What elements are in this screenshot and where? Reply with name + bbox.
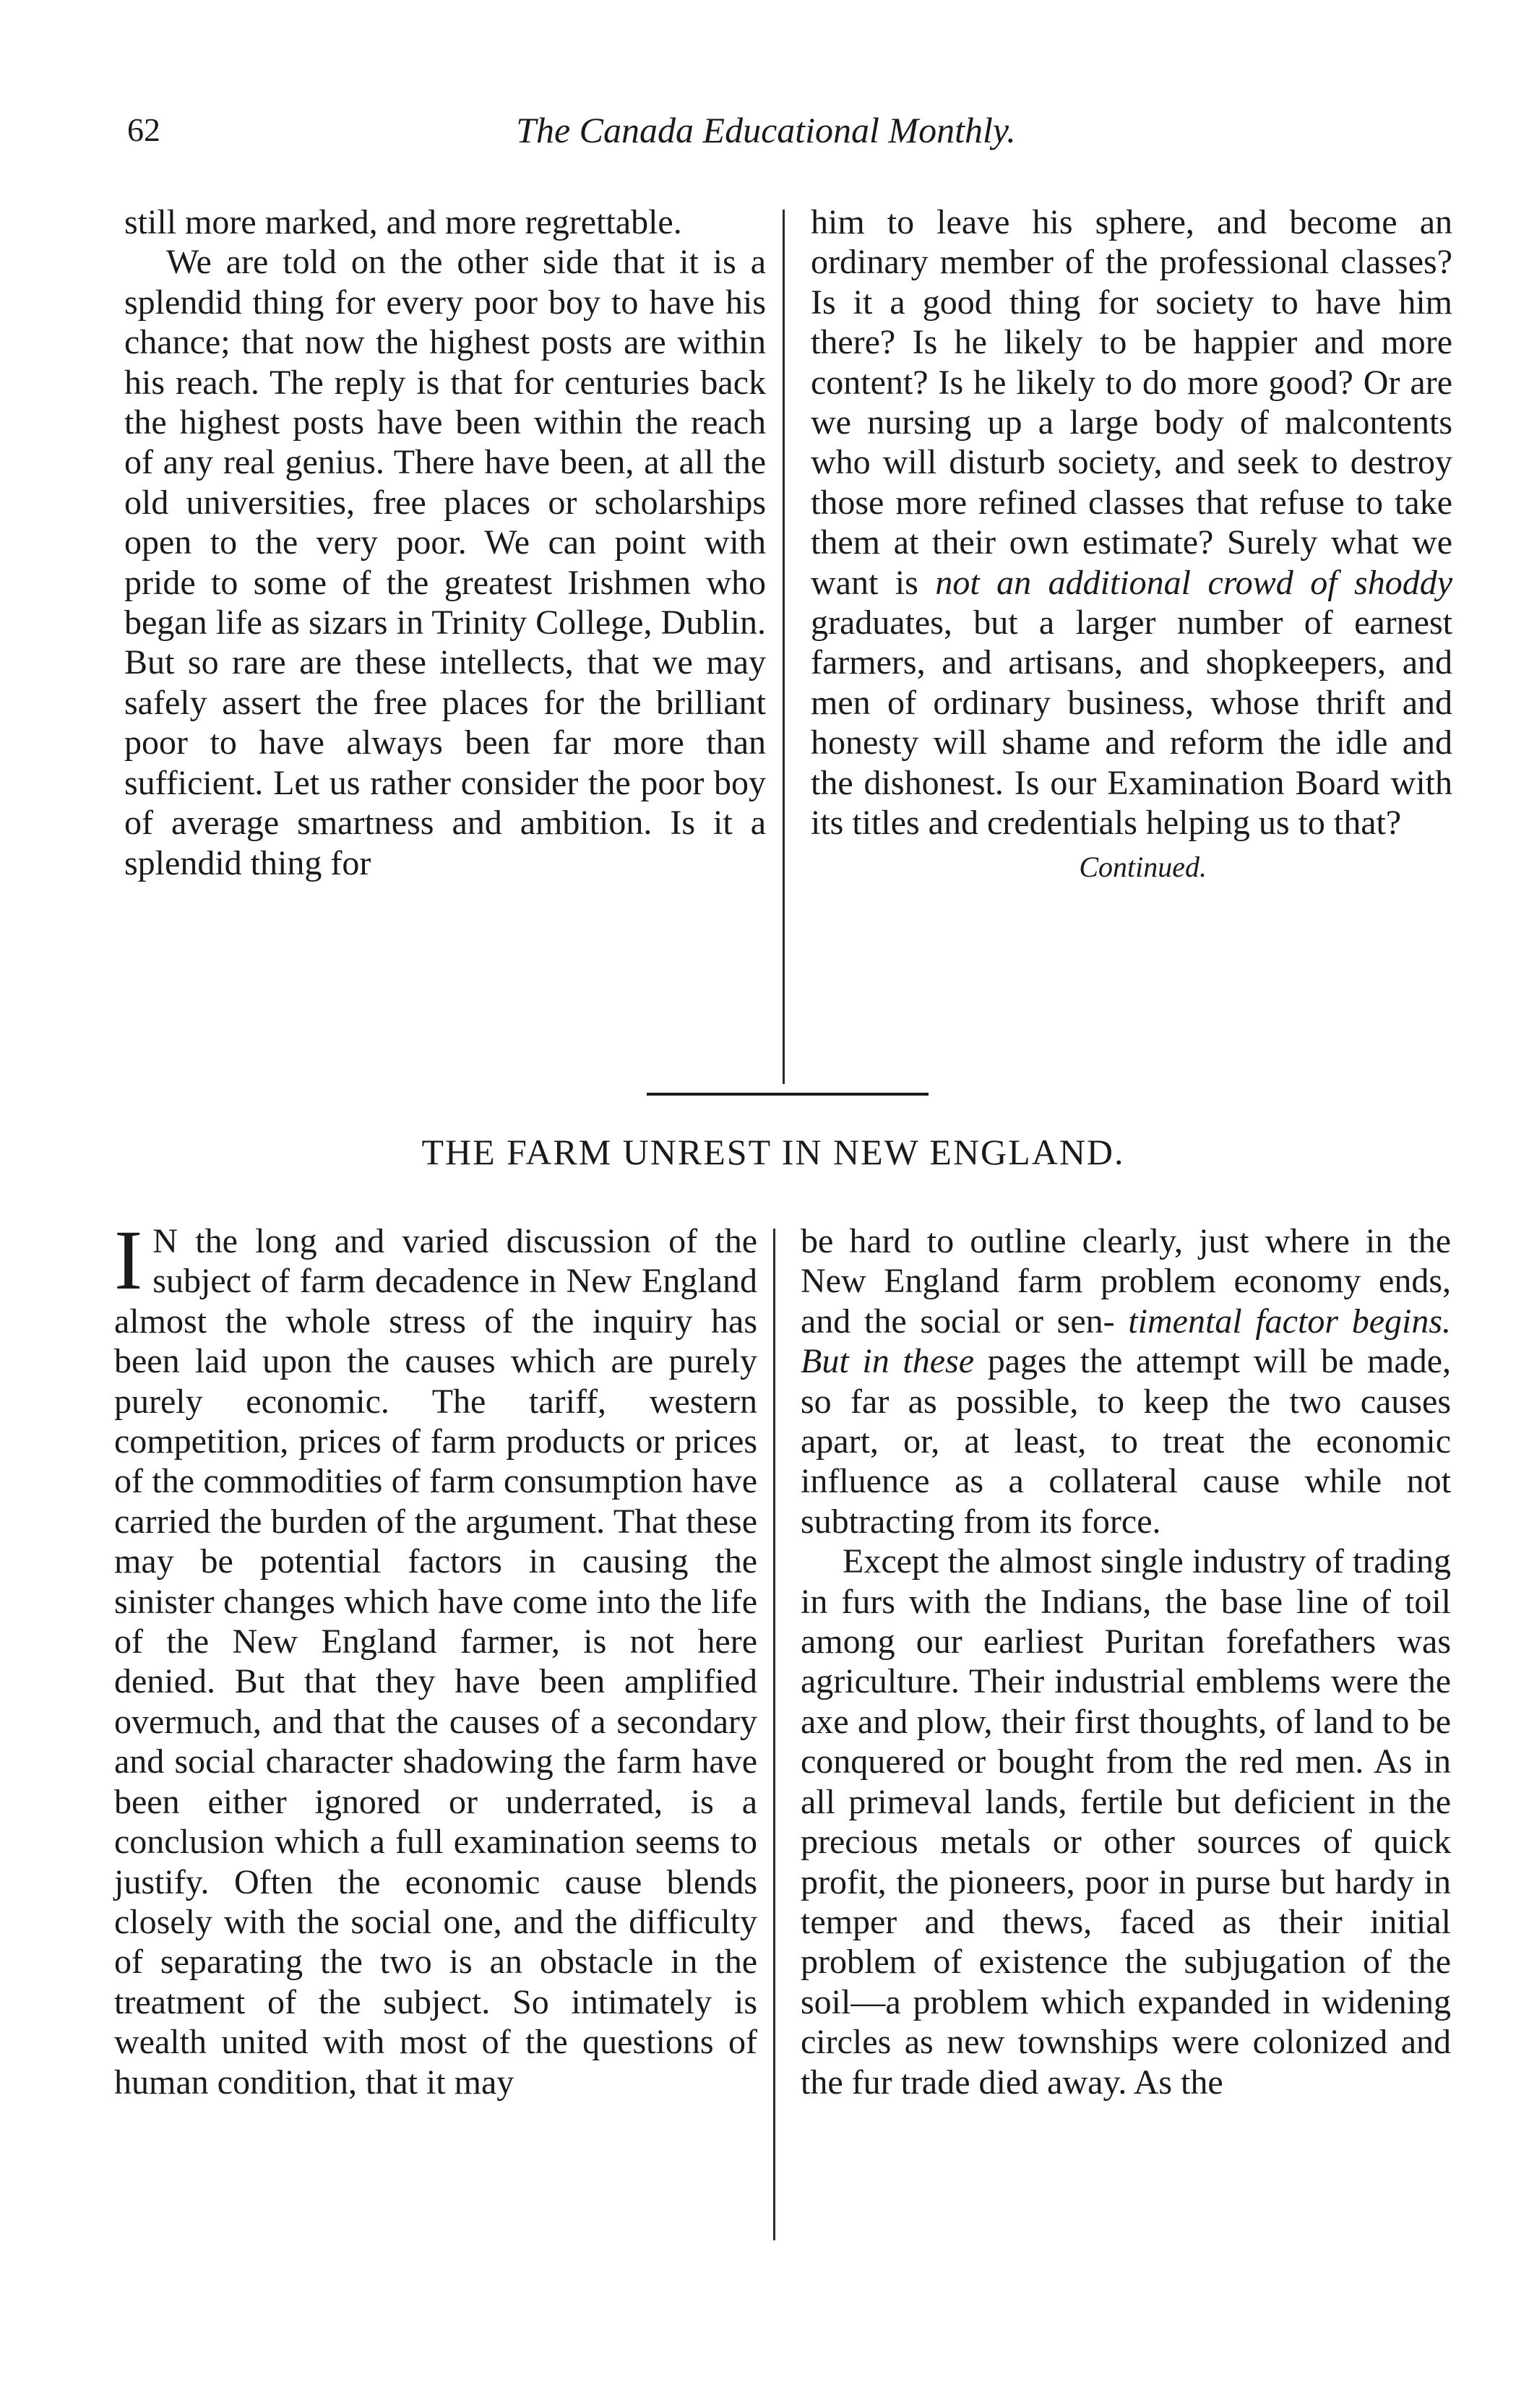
prev-paragraph-3 <box>811 202 1452 843</box>
prev-text-b: graduates, but a larger number of earnest farmers, and artisans, and shopkeepers, and men of ordinary business, whose thrift and honesty will shame and reform the idle and the dishonest. Is our Examination Board with its titles and credentials helping us to that? <box>811 603 1452 843</box>
continued-note: Continued. <box>1079 850 1207 883</box>
drop-cap: I <box>114 1213 143 1307</box>
prev-text-italic: not an additional crowd of shoddy <box>935 563 1453 602</box>
article-p2-a: be hard to outline clearly, just where in the New England farm problem economy ends, and the social or sen- <box>801 1222 1451 1341</box>
article-left-column <box>114 1213 757 2102</box>
prev-text-a: him to leave his sphere, and become an ordinary member of the professional classes? Is it a good thing for society to have him there? Is he likely to be happier and more content? Is he likely to do more good? Or are we nursing up a large body of malcontents who will disturb society, and seek to destroy those more refined classes that refuse to take them at their own estimate? Surely what we want is <box>811 203 1452 602</box>
article-paragraph-2 <box>801 1221 1451 1541</box>
article-paragraph-3: Except the almost single industry of trading in furs with the Indians, the base line of toil among our earliest Puritan forefathers was agriculture. Their industrial emblems were the axe and plow, their first thoughts, of land to be conquered or bought from the red men. As in all primeval lands, fertile but deficient in the precious metals or other sources of quick profit, the pioneers, poor in purse but hardy in temper and thews, faced as their initial problem of existence the subjugation of the soil—a problem which expanded in widening circles as new townships were colonized and the fur trade died away. As the <box>801 1542 1451 2102</box>
article-p2-b: pages the attempt will be made, so far as possible, to keep the two causes apart, or, at least, to treat the economic influence as a collateral cause while not subtracting from its force. <box>801 1342 1451 1541</box>
page-number: 62 <box>127 111 160 148</box>
article-paragraph-1-text: N the long and varied discussion of the subject of farm decadence in New England almost the whole stress of the inquiry has been laid upon the causes which are purely purely economic. The tariff, western competition, prices of farm products or prices of the commodities of farm consumption have carried the burden of the argument. That these may be potential factors in causing the sinister changes which have come into the life of the New England farmer, is not here denied. But that they have been amplified overmuch, and that the causes of a secondary and social character shadowing the farm have been either ignored or underrated, is a conclusion which a full examination seems to justify. Often the economic cause blends closely with the social one, and the difficulty of separating the two is an obstacle in the treatment of the subject. So intimately is wealth united with most of the questions of human condition, that it may <box>114 1222 757 2102</box>
article-p2-italic: timental factor begins. But in these <box>801 1302 1452 1381</box>
column-divider-bottom <box>773 1229 775 2240</box>
prev-article-right-column <box>811 202 1452 885</box>
article-right-column <box>801 1221 1451 2102</box>
running-head: The Canada Educational Monthly. <box>516 110 1016 150</box>
article-title: THE FARM UNREST IN NEW ENGLAND. <box>421 1132 1125 1172</box>
prev-article-left-column <box>124 202 766 883</box>
column-divider-top <box>783 210 785 1084</box>
article-paragraph-1 <box>114 1213 757 2102</box>
section-rule <box>647 1093 929 1096</box>
prev-paragraph-1: still more marked, and more regrettable. <box>124 203 682 241</box>
prev-paragraph-2: We are told on the other side that it is a splendid thing for every poor boy to have his chance; that now the highest posts are within his reach. The reply is that for centuries back the highest posts have been within the reach of any real genius. There have been, at all the old universities, free places or scholarships open to the very poor. We can point with pride to some of the greatest Irishmen who began life as sizars in Trinity College, Dublin. But so rare are these intellects, that we may safely assert the free places for the brilliant poor to have always been far more than sufficient. Let us rather consider the poor boy of average smartness and ambition. Is it a splendid thing for <box>124 243 766 882</box>
